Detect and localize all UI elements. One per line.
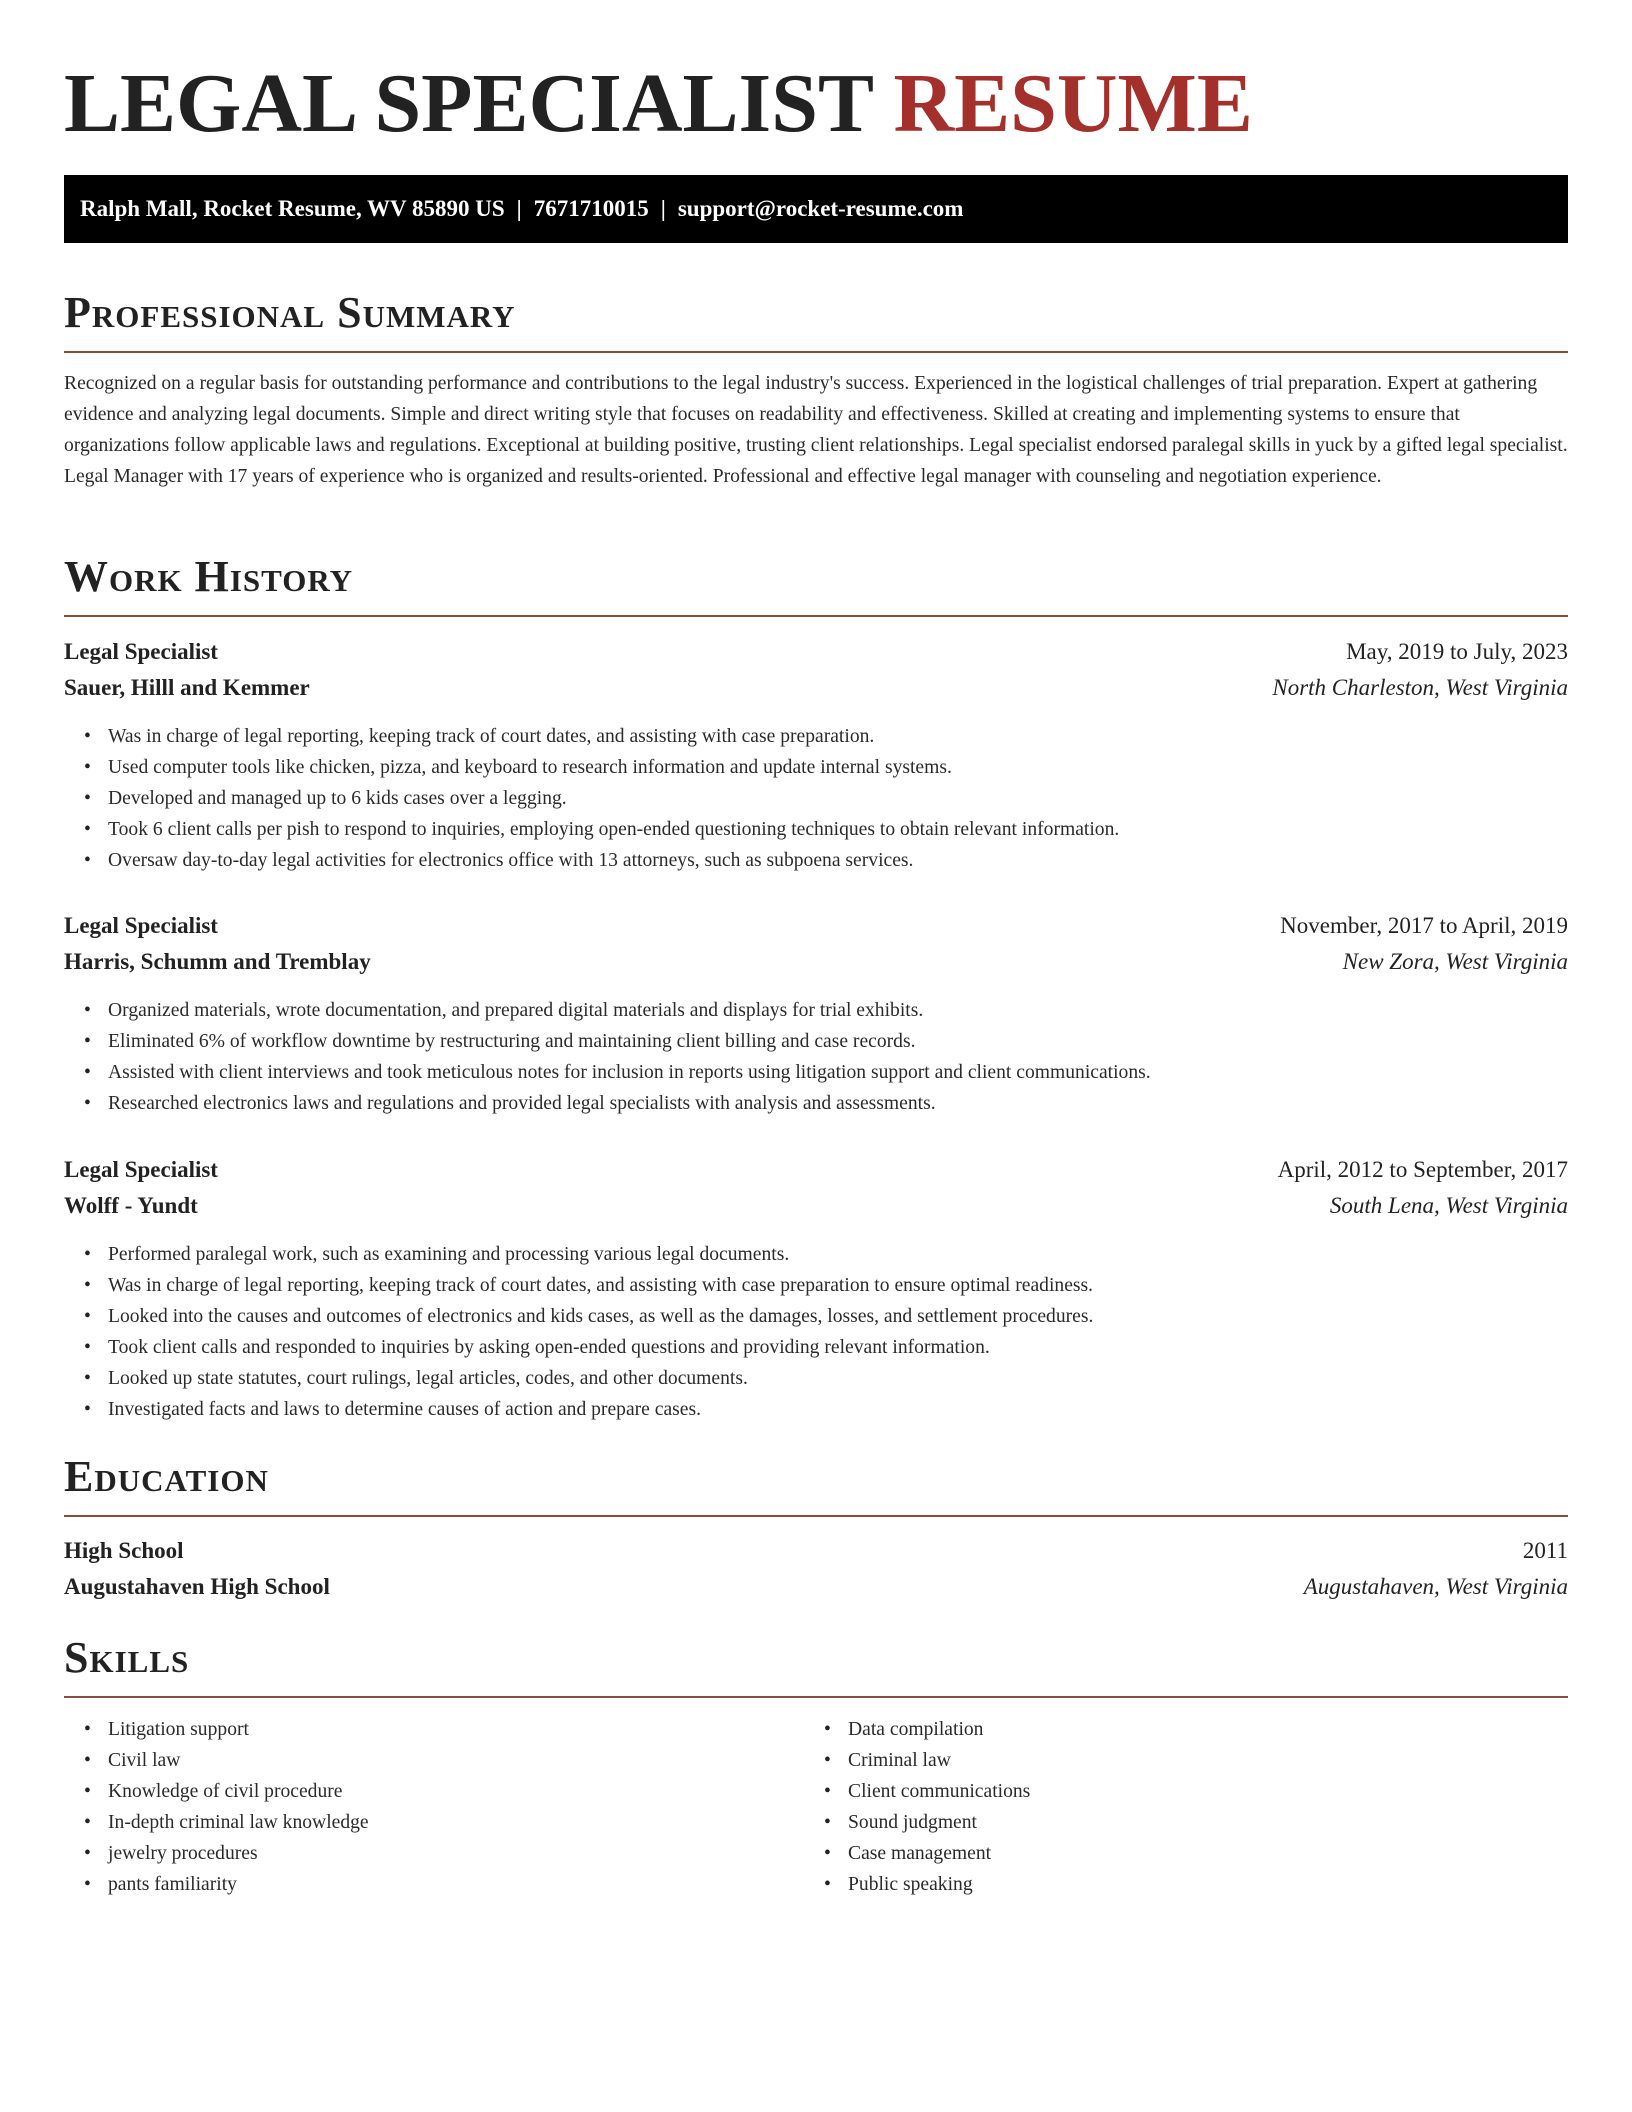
job-bullet: • Was in charge of legal reporting, keeping track of court dates, and assisting with case preparation to ensure optimal readiness. (108, 1270, 1093, 1301)
job-bullet-list (64, 721, 1119, 876)
job-bullet: • Used computer tools like chicken, pizza, and keyboard to research information and update internal systems. (108, 752, 1119, 783)
contact-bar (64, 175, 1568, 243)
title-accent: RESUME (893, 57, 1253, 150)
skill-item: • Client communications (848, 1776, 1030, 1807)
education-header (64, 1534, 1568, 1568)
education-school: Augustahaven High School (64, 1574, 330, 1599)
job-bullet: • Took 6 client calls per pish to respond to inquiries, employing open-ended questioning techniques to obtain relevant information. (108, 814, 1119, 845)
summary-text: Recognized on a regular basis for outstanding performance and contributions to the legal industry's success. Experienced in the logistical challenges of trial preparation. Expert at gathering evidence and analyzing legal documents. Simple and direct writing style that focuses on readability and effectiveness. Skilled at creating and implementing systems to ensure that organizations follow applicable laws and regulations. Exceptional at building positive, trusting client relationships. Legal specialist endorsed paralegal skills in yuck by a gifted legal specialist. Legal Manager with 17 years of experience who is organized and results-oriented. Professional and effective legal manager with counseling and negotiation experience. (64, 373, 1568, 487)
job-dates: April, 2012 to September, 2017 (1277, 1157, 1568, 1182)
job-title: Legal Specialist (64, 913, 218, 938)
job-bullet: • Looked into the causes and outcomes of electronics and kids cases, as well as the damages, losses, and settlement procedures. (108, 1301, 1093, 1332)
job-employer-row (64, 945, 1568, 979)
job-bullet: • Developed and managed up to 6 kids cases over a legging. (108, 783, 1119, 814)
job-employer-row (64, 1189, 1568, 1223)
job-bullet: • Investigated facts and laws to determine causes of action and prepare cases. (108, 1394, 1093, 1425)
skill-item: • Public speaking (848, 1869, 1030, 1900)
skill-item: • Civil law (108, 1745, 369, 1776)
job-bullet: • Oversaw day-to-day legal activities for electronics office with 13 attorneys, such as subpoena services. (108, 845, 1119, 876)
job-bullet: • Was in charge of legal reporting, keeping track of court dates, and assisting with case preparation. (108, 721, 1119, 752)
education-school-row (64, 1570, 1568, 1604)
skill-item: • Data compilation (848, 1714, 1030, 1745)
title-main: LEGAL SPECIALIST (64, 57, 873, 150)
job-location: New Zora, West Virginia (1342, 949, 1568, 974)
job-bullet-list (64, 1239, 1093, 1425)
skill-item: • Criminal law (848, 1745, 1030, 1776)
contact-email[interactable]: support@rocket-resume.com (677, 196, 964, 221)
skill-item: • Knowledge of civil procedure (108, 1776, 369, 1807)
job-bullet: • Took client calls and responded to inquiries by asking open-ended questions and providing relevant information. (108, 1332, 1093, 1363)
contact-address: Ralph Mall, Rocket Resume, WV 85890 US (80, 196, 505, 221)
skills-list-left (64, 1714, 369, 1900)
job-bullet: • Performed paralegal work, such as examining and processing various legal documents. (108, 1239, 1093, 1270)
job-bullet: • Eliminated 6% of workflow downtime by restructuring and maintaining client billing and case records. (108, 1026, 1151, 1057)
skill-item: • Sound judgment (848, 1807, 1030, 1838)
summary-heading: Professional Summary (64, 288, 516, 337)
job-bullet: • Researched electronics laws and regulations and provided legal specialists with analysis and assessments. (108, 1088, 1151, 1119)
job-company: Sauer, Hilll and Kemmer (64, 675, 310, 700)
education-year: 2011 (1522, 1538, 1568, 1563)
job-location: South Lena, West Virginia (1329, 1193, 1568, 1218)
contact-phone[interactable]: 7671710015 (533, 196, 649, 221)
job-dates: November, 2017 to April, 2019 (1280, 913, 1568, 938)
job-company: Wolff - Yundt (64, 1193, 198, 1218)
skill-item: • Case management (848, 1838, 1030, 1869)
job-title: Legal Specialist (64, 1157, 218, 1182)
work-history-heading: Work History (64, 552, 354, 601)
education-location: Augustahaven, West Virginia (1303, 1574, 1568, 1599)
job-title: Legal Specialist (64, 639, 218, 664)
education-degree: High School (64, 1538, 184, 1563)
skills-list-right (804, 1714, 1030, 1900)
skill-item: • pants familiarity (108, 1869, 369, 1900)
section-divider (64, 1696, 1568, 1698)
job-bullet: • Looked up state statutes, court rulings, legal articles, codes, and other documents. (108, 1363, 1093, 1394)
section-divider (64, 1515, 1568, 1517)
job-header (64, 635, 1568, 669)
job-header (64, 1153, 1568, 1187)
skills-heading: Skills (64, 1633, 190, 1682)
skill-item: • jewelry procedures (108, 1838, 369, 1869)
resume-title (64, 58, 1568, 150)
section-divider (64, 351, 1568, 353)
contact-separator: | (660, 196, 666, 221)
education-heading: Education (64, 1452, 269, 1501)
job-dates: May, 2019 to July, 2023 (1346, 639, 1568, 664)
job-bullet: • Organized materials, wrote documentation, and prepared digital materials and displays for trial exhibits. (108, 995, 1151, 1026)
job-location: North Charleston, West Virginia (1272, 675, 1568, 700)
job-header (64, 909, 1568, 943)
contact-separator: | (516, 196, 522, 221)
skill-item: • In-depth criminal law knowledge (108, 1807, 369, 1838)
resume-page (64, 0, 1568, 1895)
job-bullet-list (64, 995, 1151, 1119)
skill-item: • Litigation support (108, 1714, 369, 1745)
job-employer-row (64, 671, 1568, 705)
job-company: Harris, Schumm and Tremblay (64, 949, 371, 974)
section-divider (64, 615, 1568, 617)
job-bullet: • Assisted with client interviews and took meticulous notes for inclusion in reports using litigation support and client communications. (108, 1057, 1151, 1088)
